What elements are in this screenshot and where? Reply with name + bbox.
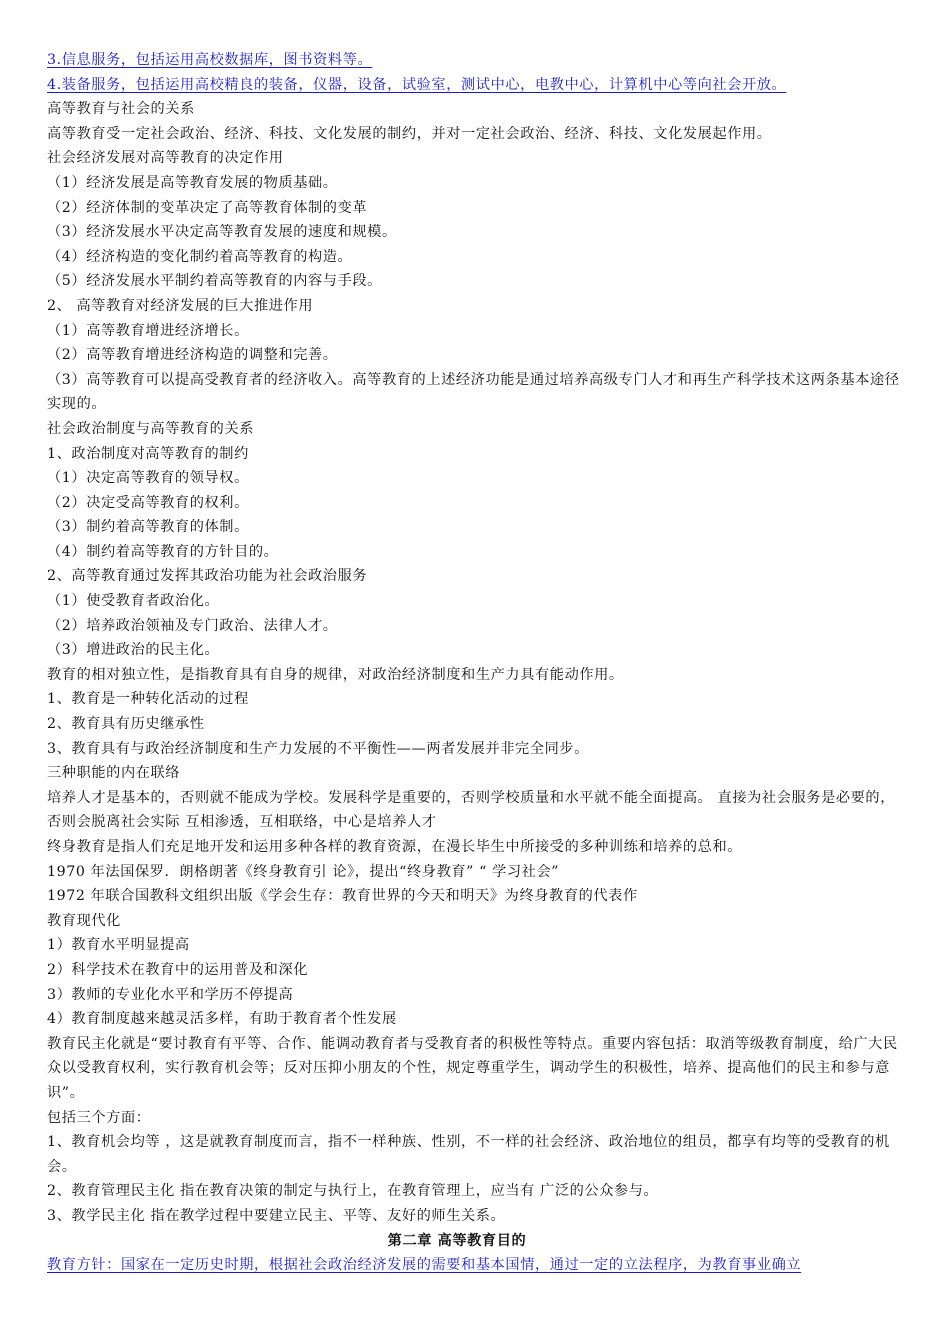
section-heading: 1、政治制度对高等教育的制约 [47, 445, 249, 462]
list-item: （2）培养政治领袖及专门政治、法律人才。 [47, 617, 338, 634]
list-item: （1）经济发展是高等教育发展的物质基础。 [47, 174, 338, 191]
text-line: 1972 年联合国教科文组织出版《学会生存：教育世界的今天和明天》为终身教育的代表作 [47, 888, 638, 905]
list-item: 2、教育管理民主化 指在教育决策的制定与执行上，在教育管理上，应当有 广泛的公众参与。 [47, 1183, 659, 1200]
list-item: （4）制约着高等教育的方针目的。 [47, 543, 279, 560]
list-item: （5）经济发展水平制约着高等教育的内容与手段。 [47, 273, 382, 290]
list-item: 3、教学民主化 指在教学过程中要建立民主、平等、友好的师生关系。 [47, 1207, 506, 1224]
list-item: 3）教师的专业化水平和学历不停提高 [47, 986, 294, 1003]
list-item: （1）决定高等教育的领导权。 [47, 470, 249, 487]
text-line: 1970 年法国保罗．朗格朗著《终身教育引 论》，提出“终身教育” “ 学习社会” [47, 863, 560, 880]
section-heading: 教育现代化 [47, 912, 121, 929]
list-item: 3、教育具有与政治经济制度和生产力发展的不平衡性——两者发展并非完全同步。 [47, 740, 589, 757]
list-item: 2、教育具有历史继承性 [47, 716, 205, 733]
list-item: 2）科学技术在教育中的运用普及和深化 [47, 961, 309, 978]
list-item: （1）使受教育者政治化。 [47, 593, 220, 610]
section-heading: 社会经济发展对高等教育的决定作用 [47, 150, 284, 167]
list-item: 1）教育水平明显提高 [47, 937, 190, 954]
list-item: （1）高等教育增进经济增长。 [47, 322, 249, 339]
text-line: 终身教育是指人们充足地开发和运用多种各样的教育资源，在漫长毕生中所接受的多种训练和培养的总和。 [47, 839, 743, 855]
section-heading: 2、 高等教育对经济发展的巨大推进作用 [47, 297, 314, 314]
document-page [47, 48, 907, 1278]
list-item: （2）决定受高等教育的权利。 [47, 494, 249, 511]
section-heading: 2、高等教育通过发挥其政治功能为社会政治服务 [47, 568, 368, 585]
text-line-link[interactable]: 教育方针：国家在一定历史时期，根据社会政治经济发展的需要和基本国情，通过一定的立法程序，为教育事业确立 [47, 1257, 802, 1274]
list-item: 4）教育制度越来越灵活多样，有助于教育者个性发展 [47, 1011, 397, 1028]
list-item: （4）经济构造的变化制约着高等教育的构造。 [47, 248, 353, 265]
text-line-link[interactable]: 3.信息服务，包括运用高校数据库，图书资料等。 [47, 52, 373, 68]
text-line: 教育的相对独立性，是指教育具有自身的规律，对政治经济制度和生产力具有能动作用。 [47, 666, 624, 683]
list-item: 1、教育是一种转化活动的过程 [47, 691, 249, 708]
list-item: 1、教育机会均等 ，这是就教育制度而言，指不一样种族、性别，不一样的社会经济、政治地位的组员，都享有均等的受教育的机会。 [47, 1134, 890, 1175]
section-heading: 包括三个方面： [47, 1109, 151, 1126]
list-item: （2）经济体制的变革决定了高等教育体制的变革 [47, 199, 368, 216]
text-line-link[interactable]: 4.装备服务，包括运用高校精良的装备，仪器，设备，试验室，测试中心，电教中心，计算机中心等向社会开放。 [47, 76, 787, 93]
list-item: （3）经济发展水平决定高等教育发展的速度和规模。 [47, 224, 397, 241]
section-heading: 三种职能的内在联络 [47, 765, 181, 782]
section-heading: 社会政治制度与高等教育的关系 [47, 420, 255, 437]
section-heading: 高等教育与社会的关系 [47, 101, 195, 118]
list-item: （3）制约着高等教育的体制。 [47, 519, 249, 536]
text-line: 高等教育受一定社会政治、经济、科技、文化发展的制约，并对一定社会政治、经济、科技、文化发展起作用。 [47, 125, 772, 142]
list-item: （3）高等教育可以提高受教育者的经济收入。高等教育的上述经济功能是通过培养高级专门人才和再生产科学技术这两条基本途径实现的。 [47, 371, 900, 413]
text-paragraph: 培养人才是基本的，否则就不能成为学校。发展科学是重要的，否则学校质量和水平就不能全面提高。 直接为社会服务是必要的，否则会脱离社会实际 互相渗透，互相联络，中心是培养人才 [47, 789, 896, 831]
chapter-title: 第二章 高等教育目的 [387, 1232, 527, 1249]
text-paragraph: 教育民主化就是“要讨教育有平等、合作、能调动教育者与受教育者的积极性等特点。重要内容包括：取消等级教育制度，给广大民众以受教育权利，实行教育机会等；反对压抑小朋友的个性，规定尊重学生，调动学生的积极性，培养、提高他们的民主和参与意识”。 [47, 1035, 898, 1101]
list-item: （2）高等教育增进经济构造的调整和完善。 [47, 347, 338, 364]
list-item: （3）增进政治的民主化。 [47, 642, 220, 659]
